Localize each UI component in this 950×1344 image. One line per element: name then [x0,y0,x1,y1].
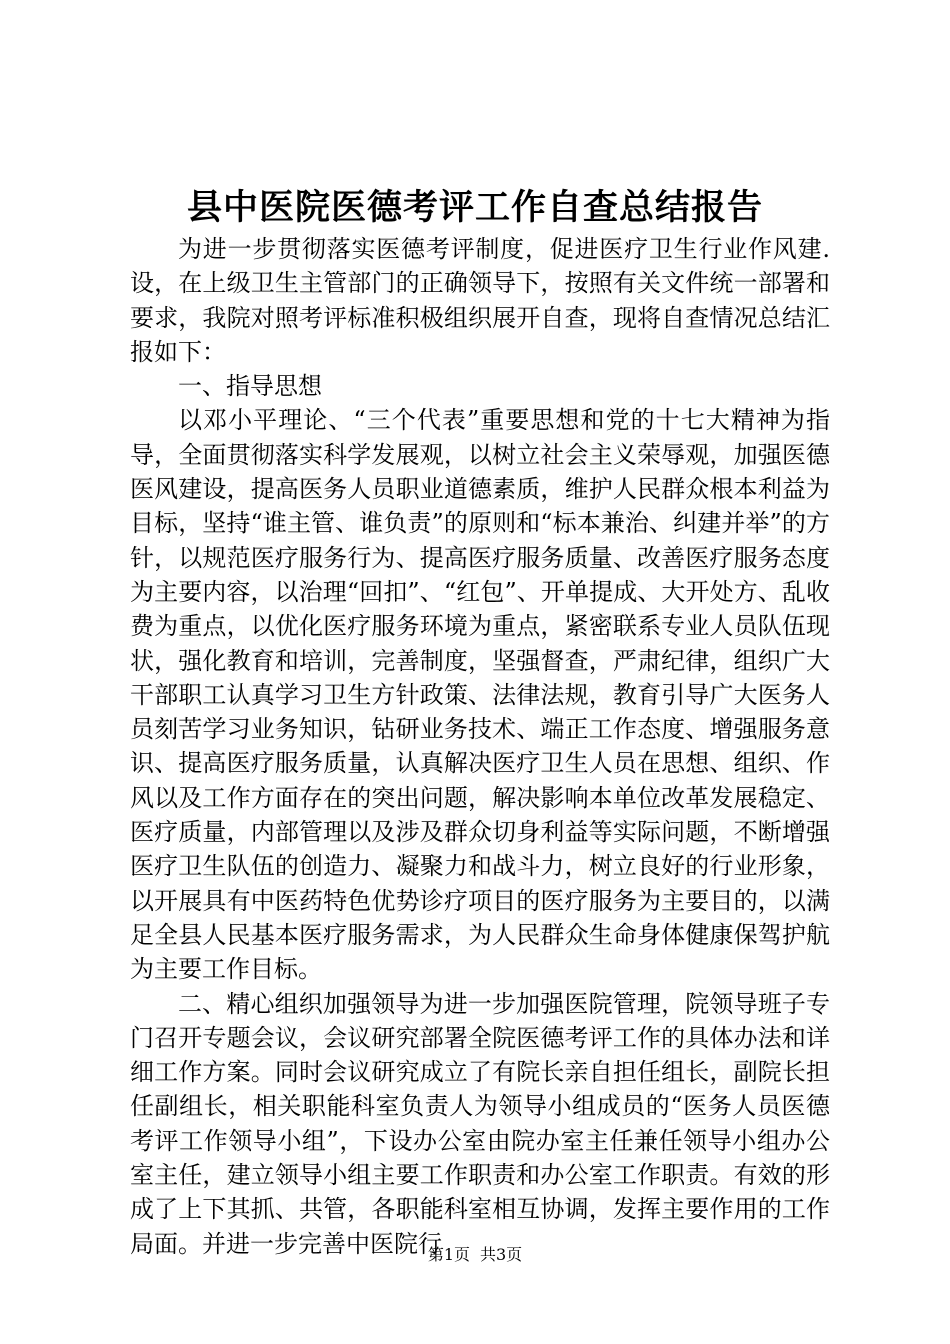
organization-paragraph: 二、精心组织加强领导为进一步加强医院管理，院领导班子专门召开专题会议，会议研究部署全院医德考评工作的具体办法和详细工作方案。同时会议研究成立了有院长亲自担任组长，副院长担任副组长，相关职能科室负责人为领导小组成员的“医务人员医德考评工作领导小组”，下设办公室由院办室主任兼任领导小组办公室主任，建立领导小组主要工作职责和办公室工作职责。有效的形成了上下其抓、共管，各职能科室相互协调，发挥主要作用的工作局面。并进一步完善中医院行 [130,989,830,1258]
document-title: 县中医院医德考评工作自查总结报告 [186,187,763,228]
document-body [130,232,830,1261]
page-total: 共3页 [480,1245,523,1264]
page-footer [0,1244,950,1266]
page-number: 第1页 [427,1245,470,1264]
guiding-thought-paragraph: 以邓小平理论、“三个代表”重要思想和党的十七大精神为指导，全面贯彻落实科学发展观，以树立社会主义荣辱观，加强医德医风建设，提高医务人员职业道德素质，维护人民群众根本利益为目标，坚持“谁主管、谁负责”的原则和“标本兼治、纠建并举”的方针，以规范医疗服务行为、提高医疗服务质量、改善医疗服务态度为主要内容，以治理“回扣”、“红包”、开单提成、大开处方、乱收费为重点，以优化医疗服务环境为重点，紧密联系专业人员队伍现状，强化教育和培训，完善制度，坚强督查，严肃纪律，组织广大干部职工认真学习卫生方针政策、法律法规，教育引导广大医务人员刻苦学习业务知识，钻研业务技术、端正工作态度、增强服务意识、提高医疗服务质量，认真解决医疗卫生人员在思想、组织、作风以及工作方面存在的突出问题，解决影响本单位改革发展稳定、医疗质量，内部管理以及涉及群众切身利益等实际问题，不断增强医疗卫生队伍的创造力、凝聚力和战斗力，树立良好的行业形象，以开展具有中医药特色优势诊疗项目的医疗服务为主要目的，以满足全县人民基本医疗服务需求，为人民群众生命身体健康保驾护航为主要工作目标。 [130,406,830,984]
intro-paragraph: 为进一步贯彻落实医德考评制度，促进医疗卫生行业作风建.设，在上级卫生主管部门的正确领导下，按照有关文件统一部署和要求，我院对照考评标准积极组织展开自查，现将自查情况总结汇报如下： [130,235,830,366]
section-heading-guiding-thought: 一、指导思想 [178,372,322,401]
